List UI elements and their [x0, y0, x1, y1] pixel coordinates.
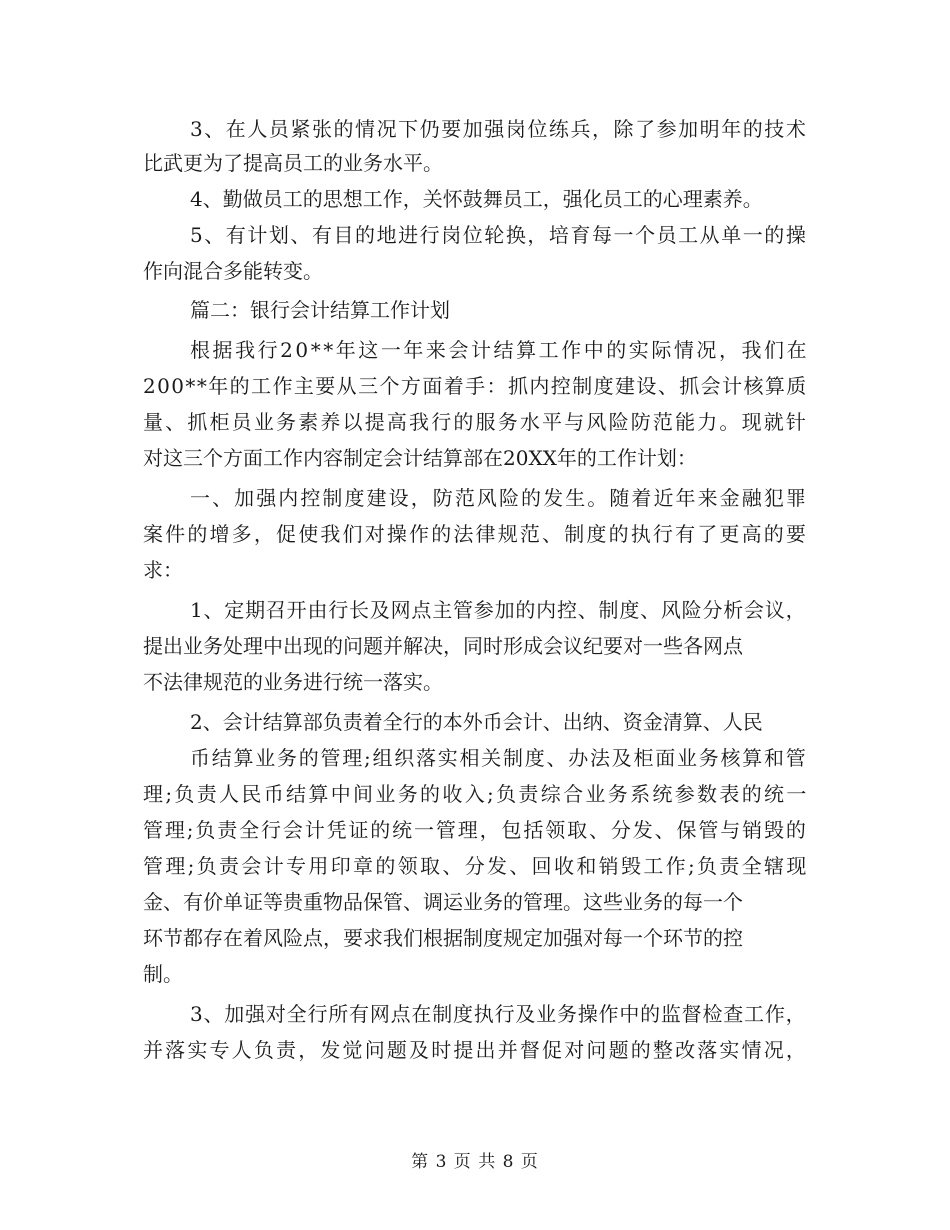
- text-line: 并落实专人负责，发觉问题及时提出并督促对问题的整改落实情况，: [143, 1038, 809, 1062]
- text-line: 理;负责人民币结算中间业务的收入;负责综合业务系统参数表的统一: [143, 782, 809, 806]
- text-line: 不法律规范的业务进行统一落实。: [143, 670, 443, 694]
- text-line: 金、有价单证等贵重物品保管、调运业务的管理。这些业务的每一个: [143, 890, 743, 914]
- text-line: 3、加强对全行所有网点在制度执行及业务操作中的监督检查工作，: [190, 1002, 807, 1026]
- text-line: 对这三个方面工作内容制定会计结算部在20XX年的工作计划：: [143, 446, 697, 470]
- text-line: 案件的增多，促使我们对操作的法律规范、制度的执行有了更高的要: [143, 522, 809, 546]
- text-line: 5、有计划、有目的地进行岗位轮换，培育每一个员工从单一的操: [190, 223, 808, 247]
- text-line: 一、加强内控制度建设，防范风险的发生。随着近年来金融犯罪: [190, 486, 808, 510]
- text-line: 根据我行20**年这一年来会计结算工作中的实际情况，我们在: [190, 338, 810, 362]
- text-line: 环节都存在着风险点，要求我们根据制度规定加强对每一个环节的控: [143, 926, 743, 950]
- text-line: 量、抓柜员业务素养以提高我行的服务水平与风险防范能力。现就针: [143, 410, 809, 434]
- text-line: 比武更为了提高员工的业务水平。: [143, 151, 443, 175]
- text-line: 管理;负责会计专用印章的领取、分发、回收和销毁工作;负责全辖现: [143, 854, 809, 878]
- text-line: 作向混合多能转变。: [143, 259, 323, 283]
- text-line: 1、定期召开由行长及网点主管参加的内控、制度、风险分析会议，: [190, 598, 807, 622]
- text-line: 提出业务处理中出现的问题并解决，同时形成会议纪要对一些各网点: [143, 634, 743, 658]
- text-line: 币结算业务的管理;组织落实相关制度、办法及柜面业务核算和管: [190, 746, 808, 770]
- text-line: 管理;负责全行会计凭证的统一管理，包括领取、分发、保管与销毁的: [143, 818, 808, 842]
- text-line: 制。: [143, 962, 183, 986]
- text-line: 3、在人员紧张的情况下仍要加强岗位练兵，除了参加明年的技术: [190, 117, 808, 141]
- text-line: 篇二：银行会计结算工作计划: [190, 298, 450, 322]
- text-line: 200**年的工作主要从三个方面着手：抓内控制度建设、抓会计核算质: [143, 374, 808, 398]
- page-footer: 第 3 页 共 8 页: [411, 1152, 539, 1172]
- text-line: 4、勤做员工的思想工作，关怀鼓舞员工，强化员工的心理素养。: [190, 187, 763, 211]
- text-line: 2、会计结算部负责着全行的本外币会计、出纳、资金清算、人民: [190, 710, 763, 734]
- text-line: 求：: [143, 558, 183, 582]
